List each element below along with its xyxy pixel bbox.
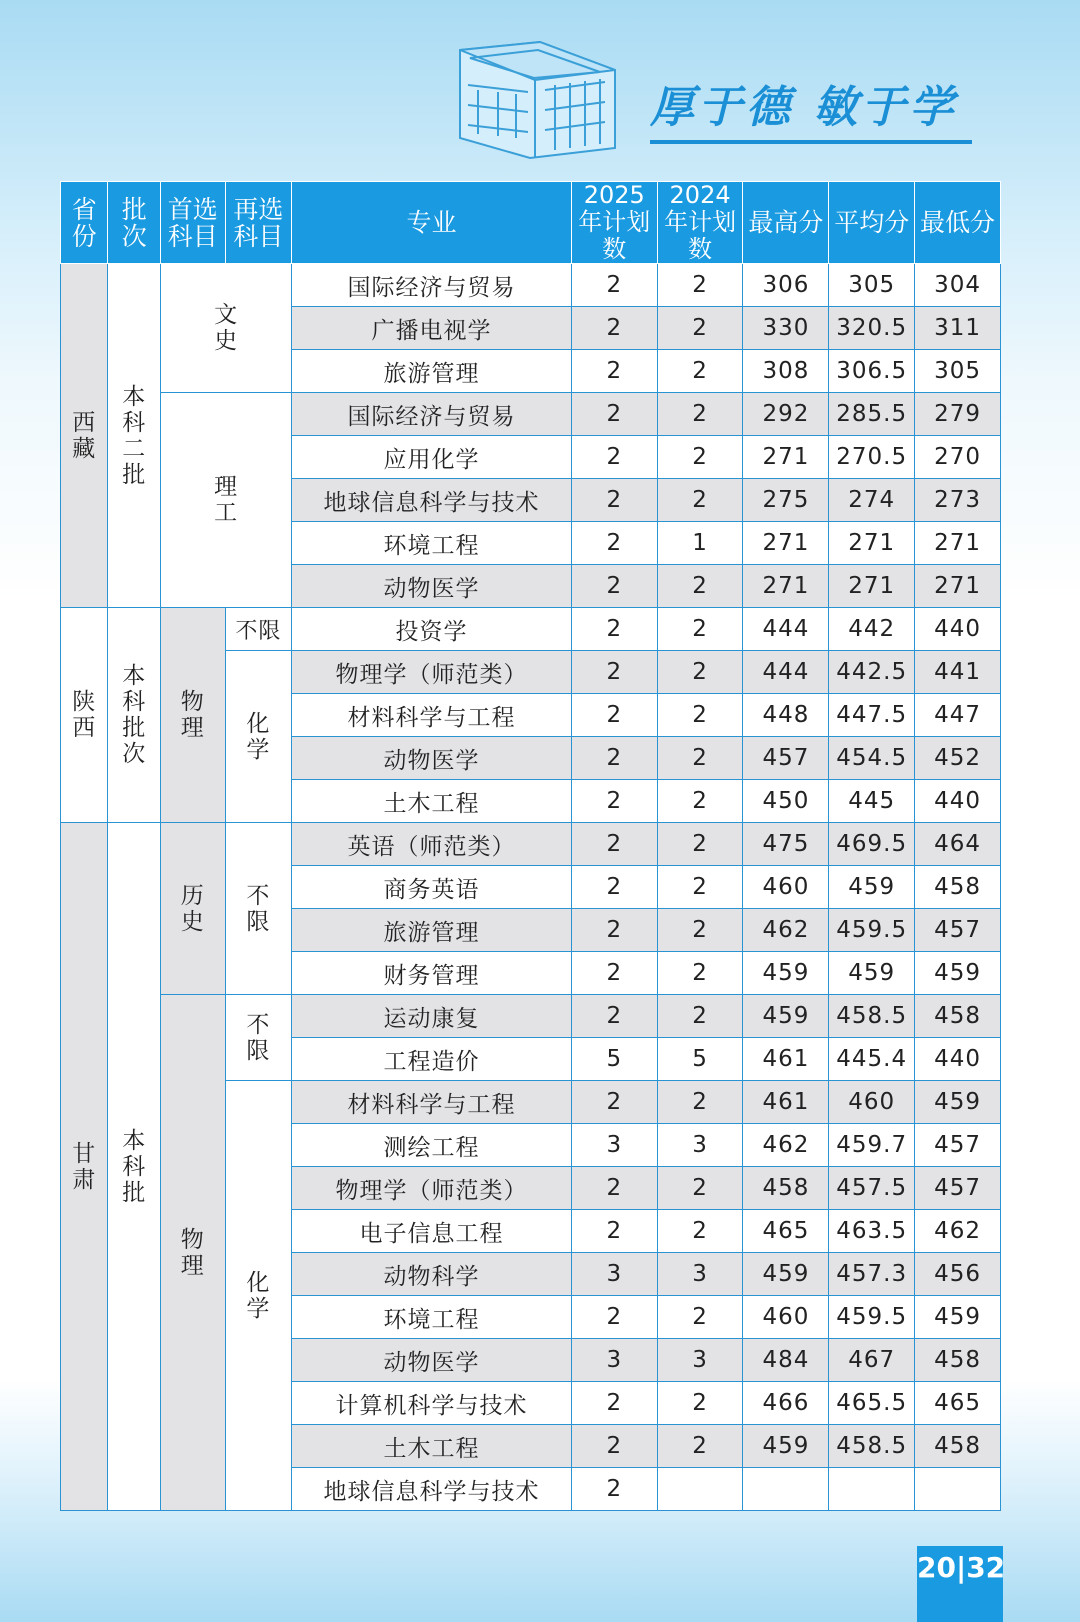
major-cell: 财务管理	[292, 952, 572, 995]
major-cell: 环境工程	[292, 1296, 572, 1339]
max-score-cell: 460	[743, 1296, 829, 1339]
min-score-cell: 440	[915, 1038, 1001, 1081]
max-score-cell: 462	[743, 1124, 829, 1167]
plan-2025-cell: 2	[571, 1210, 657, 1253]
major-cell: 材料科学与工程	[292, 1081, 572, 1124]
plan-2025-cell: 2	[571, 823, 657, 866]
header-min-score: 最低分	[915, 182, 1001, 264]
max-score-cell: 271	[743, 436, 829, 479]
min-score-cell: 311	[915, 307, 1001, 350]
min-score-cell: 458	[915, 1339, 1001, 1382]
avg-score-cell	[829, 1468, 915, 1511]
max-score-cell: 475	[743, 823, 829, 866]
major-cell: 土木工程	[292, 780, 572, 823]
major-cell: 动物医学	[292, 737, 572, 780]
header-plan-2024: 2024年计划数	[657, 182, 743, 264]
avg-score-cell: 469.5	[829, 823, 915, 866]
header-banner	[450, 30, 1070, 170]
plan-2024-cell: 2	[657, 952, 743, 995]
plan-2025-cell: 2	[571, 780, 657, 823]
motto-underline	[650, 140, 972, 144]
min-score-cell: 270	[915, 436, 1001, 479]
min-score-cell: 462	[915, 1210, 1001, 1253]
avg-score-cell: 457.5	[829, 1167, 915, 1210]
plan-2024-cell: 2	[657, 393, 743, 436]
plan-2025-cell: 2	[571, 1468, 657, 1511]
plan-2024-cell: 2	[657, 1167, 743, 1210]
plan-2024-cell: 3	[657, 1124, 743, 1167]
second-subject-cell-buxian: 不限	[225, 608, 292, 651]
major-cell: 物理学（师范类）	[292, 651, 572, 694]
plan-2024-cell: 2	[657, 1382, 743, 1425]
max-score-cell: 458	[743, 1167, 829, 1210]
plan-2024-cell: 2	[657, 823, 743, 866]
plan-2025-cell: 2	[571, 350, 657, 393]
plan-2025-cell: 2	[571, 393, 657, 436]
motto: 厚于德 敏于学	[650, 82, 958, 133]
min-score-cell: 304	[915, 264, 1001, 307]
plan-2024-cell: 2	[657, 1210, 743, 1253]
plan-2025-cell: 2	[571, 1425, 657, 1468]
plan-2025-cell: 2	[571, 909, 657, 952]
plan-2024-cell: 2	[657, 651, 743, 694]
plan-2024-cell: 2	[657, 264, 743, 307]
header-first-subject: 首选科目	[160, 182, 225, 264]
avg-score-cell: 445	[829, 780, 915, 823]
plan-2025-cell: 2	[571, 651, 657, 694]
max-score-cell: 461	[743, 1081, 829, 1124]
major-cell: 测绘工程	[292, 1124, 572, 1167]
plan-2024-cell: 2	[657, 866, 743, 909]
plan-2024-cell: 2	[657, 995, 743, 1038]
plan-2024-cell: 2	[657, 479, 743, 522]
plan-2025-cell: 2	[571, 952, 657, 995]
plan-2024-cell: 2	[657, 436, 743, 479]
plan-2025-cell: 2	[571, 608, 657, 651]
avg-score-cell: 459.7	[829, 1124, 915, 1167]
major-cell: 旅游管理	[292, 909, 572, 952]
max-score-cell: 330	[743, 307, 829, 350]
plan-2024-cell: 2	[657, 737, 743, 780]
major-cell: 动物医学	[292, 565, 572, 608]
min-score-cell: 458	[915, 995, 1001, 1038]
second-subject-cell-lishi-buxian: 不限	[225, 823, 292, 995]
major-cell: 物理学（师范类）	[292, 1167, 572, 1210]
max-score-cell: 465	[743, 1210, 829, 1253]
plan-2025-cell: 2	[571, 866, 657, 909]
plan-2024-cell: 2	[657, 1081, 743, 1124]
avg-score-cell: 270.5	[829, 436, 915, 479]
max-score-cell: 457	[743, 737, 829, 780]
major-cell: 英语（师范类）	[292, 823, 572, 866]
max-score-cell: 444	[743, 608, 829, 651]
min-score-cell: 273	[915, 479, 1001, 522]
plan-2025-cell: 2	[571, 1296, 657, 1339]
avg-score-cell: 459	[829, 952, 915, 995]
province-cell-xizang: 西藏	[61, 264, 108, 608]
major-cell: 投资学	[292, 608, 572, 651]
header-province: 省份	[61, 182, 108, 264]
avg-score-cell: 459.5	[829, 909, 915, 952]
campus-building-illustration	[460, 42, 615, 158]
plan-2024-cell: 1	[657, 522, 743, 565]
admission-score-table	[60, 181, 1001, 1511]
min-score-cell: 271	[915, 565, 1001, 608]
major-cell: 电子信息工程	[292, 1210, 572, 1253]
major-cell: 广播电视学	[292, 307, 572, 350]
min-score-cell: 457	[915, 909, 1001, 952]
avg-score-cell: 454.5	[829, 737, 915, 780]
first-subject-cell-gansu-wuli: 物理	[160, 995, 225, 1511]
major-cell: 应用化学	[292, 436, 572, 479]
subject-cell-wenshi: 文史	[160, 264, 291, 393]
plan-2025-cell: 2	[571, 522, 657, 565]
avg-score-cell: 442	[829, 608, 915, 651]
min-score-cell: 459	[915, 952, 1001, 995]
plan-2025-cell: 2	[571, 565, 657, 608]
major-cell: 运动康复	[292, 995, 572, 1038]
avg-score-cell: 447.5	[829, 694, 915, 737]
max-score-cell: 450	[743, 780, 829, 823]
avg-score-cell: 457.3	[829, 1253, 915, 1296]
max-score-cell: 292	[743, 393, 829, 436]
plan-2024-cell	[657, 1468, 743, 1511]
table-row	[61, 823, 1001, 866]
avg-score-cell: 271	[829, 522, 915, 565]
min-score-cell: 441	[915, 651, 1001, 694]
major-cell: 国际经济与贸易	[292, 264, 572, 307]
min-score-cell: 459	[915, 1081, 1001, 1124]
avg-score-cell: 320.5	[829, 307, 915, 350]
avg-score-cell: 463.5	[829, 1210, 915, 1253]
header-second-subject: 再选科目	[225, 182, 292, 264]
plan-2024-cell: 2	[657, 1425, 743, 1468]
min-score-cell: 305	[915, 350, 1001, 393]
min-score-cell: 279	[915, 393, 1001, 436]
plan-2024-cell: 2	[657, 1296, 743, 1339]
max-score-cell: 462	[743, 909, 829, 952]
table-header-row	[61, 182, 1001, 264]
plan-2024-cell: 3	[657, 1339, 743, 1382]
header-major: 专业	[292, 182, 572, 264]
min-score-cell: 447	[915, 694, 1001, 737]
avg-score-cell: 305	[829, 264, 915, 307]
max-score-cell: 308	[743, 350, 829, 393]
min-score-cell: 465	[915, 1382, 1001, 1425]
subject-cell-ligong: 理工	[160, 393, 291, 608]
plan-2024-cell: 2	[657, 909, 743, 952]
plan-2025-cell: 2	[571, 995, 657, 1038]
table-row	[61, 393, 1001, 436]
first-subject-cell-shaanxi: 物理	[160, 608, 225, 823]
major-cell: 计算机科学与技术	[292, 1382, 572, 1425]
table-row	[61, 995, 1001, 1038]
max-score-cell: 271	[743, 565, 829, 608]
max-score-cell: 271	[743, 522, 829, 565]
avg-score-cell: 458.5	[829, 1425, 915, 1468]
max-score-cell: 459	[743, 1253, 829, 1296]
major-cell: 地球信息科学与技术	[292, 479, 572, 522]
max-score-cell: 466	[743, 1382, 829, 1425]
min-score-cell: 458	[915, 1425, 1001, 1468]
max-score-cell: 459	[743, 952, 829, 995]
plan-2025-cell: 2	[571, 1167, 657, 1210]
plan-2025-cell: 2	[571, 1081, 657, 1124]
major-cell: 动物医学	[292, 1339, 572, 1382]
max-score-cell: 275	[743, 479, 829, 522]
major-cell: 地球信息科学与技术	[292, 1468, 572, 1511]
max-score-cell: 306	[743, 264, 829, 307]
avg-score-cell: 460	[829, 1081, 915, 1124]
header-avg-score: 平均分	[829, 182, 915, 264]
plan-2025-cell: 5	[571, 1038, 657, 1081]
max-score-cell: 484	[743, 1339, 829, 1382]
batch-cell-gansu: 本科批	[108, 823, 161, 1511]
plan-2025-cell: 3	[571, 1124, 657, 1167]
major-cell: 旅游管理	[292, 350, 572, 393]
avg-score-cell: 459.5	[829, 1296, 915, 1339]
min-score-cell: 457	[915, 1124, 1001, 1167]
avg-score-cell: 465.5	[829, 1382, 915, 1425]
avg-score-cell: 459	[829, 866, 915, 909]
second-subject-cell-wuli-buxian: 不限	[225, 995, 292, 1081]
major-cell: 环境工程	[292, 522, 572, 565]
plan-2024-cell: 3	[657, 1253, 743, 1296]
table-row	[61, 608, 1001, 651]
header-max-score: 最高分	[743, 182, 829, 264]
major-cell: 材料科学与工程	[292, 694, 572, 737]
header-plan-2025: 2025年计划数	[571, 182, 657, 264]
min-score-cell: 464	[915, 823, 1001, 866]
plan-2024-cell: 2	[657, 780, 743, 823]
table-row	[61, 264, 1001, 307]
major-cell: 商务英语	[292, 866, 572, 909]
plan-2025-cell: 2	[571, 264, 657, 307]
province-cell-gansu: 甘肃	[61, 823, 108, 1511]
plan-2025-cell: 2	[571, 737, 657, 780]
first-subject-cell-lishi: 历史	[160, 823, 225, 995]
second-subject-cell-huaxue: 化学	[225, 651, 292, 823]
avg-score-cell: 458.5	[829, 995, 915, 1038]
min-score-cell: 271	[915, 522, 1001, 565]
min-score-cell: 440	[915, 608, 1001, 651]
plan-2024-cell: 2	[657, 694, 743, 737]
major-cell: 国际经济与贸易	[292, 393, 572, 436]
plan-2025-cell: 3	[571, 1253, 657, 1296]
plan-2025-cell: 2	[571, 436, 657, 479]
plan-2025-cell: 3	[571, 1339, 657, 1382]
avg-score-cell: 285.5	[829, 393, 915, 436]
min-score-cell: 456	[915, 1253, 1001, 1296]
plan-2024-cell: 2	[657, 565, 743, 608]
batch-cell-xizang: 本科二批	[108, 264, 161, 608]
major-cell: 动物科学	[292, 1253, 572, 1296]
avg-score-cell: 445.4	[829, 1038, 915, 1081]
max-score-cell: 461	[743, 1038, 829, 1081]
plan-2024-cell: 2	[657, 350, 743, 393]
plan-2025-cell: 2	[571, 307, 657, 350]
max-score-cell: 448	[743, 694, 829, 737]
max-score-cell: 459	[743, 1425, 829, 1468]
plan-2025-cell: 2	[571, 694, 657, 737]
max-score-cell	[743, 1468, 829, 1511]
min-score-cell: 459	[915, 1296, 1001, 1339]
avg-score-cell: 271	[829, 565, 915, 608]
plan-2024-cell: 2	[657, 307, 743, 350]
max-score-cell: 460	[743, 866, 829, 909]
min-score-cell: 440	[915, 780, 1001, 823]
major-cell: 工程造价	[292, 1038, 572, 1081]
plan-2025-cell: 2	[571, 1382, 657, 1425]
min-score-cell: 457	[915, 1167, 1001, 1210]
province-cell-shaanxi: 陕西	[61, 608, 108, 823]
avg-score-cell: 467	[829, 1339, 915, 1382]
batch-cell-shaanxi: 本科批次	[108, 608, 161, 823]
header-batch: 批次	[108, 182, 161, 264]
min-score-cell: 458	[915, 866, 1001, 909]
avg-score-cell: 274	[829, 479, 915, 522]
major-cell: 土木工程	[292, 1425, 572, 1468]
second-subject-cell-gansu-huaxue: 化学	[225, 1081, 292, 1511]
max-score-cell: 459	[743, 995, 829, 1038]
page-number-badge: 20|32	[917, 1546, 1003, 1622]
plan-2025-cell: 2	[571, 479, 657, 522]
min-score-cell	[915, 1468, 1001, 1511]
min-score-cell: 452	[915, 737, 1001, 780]
plan-2024-cell: 5	[657, 1038, 743, 1081]
plan-2024-cell: 2	[657, 608, 743, 651]
avg-score-cell: 306.5	[829, 350, 915, 393]
max-score-cell: 444	[743, 651, 829, 694]
avg-score-cell: 442.5	[829, 651, 915, 694]
